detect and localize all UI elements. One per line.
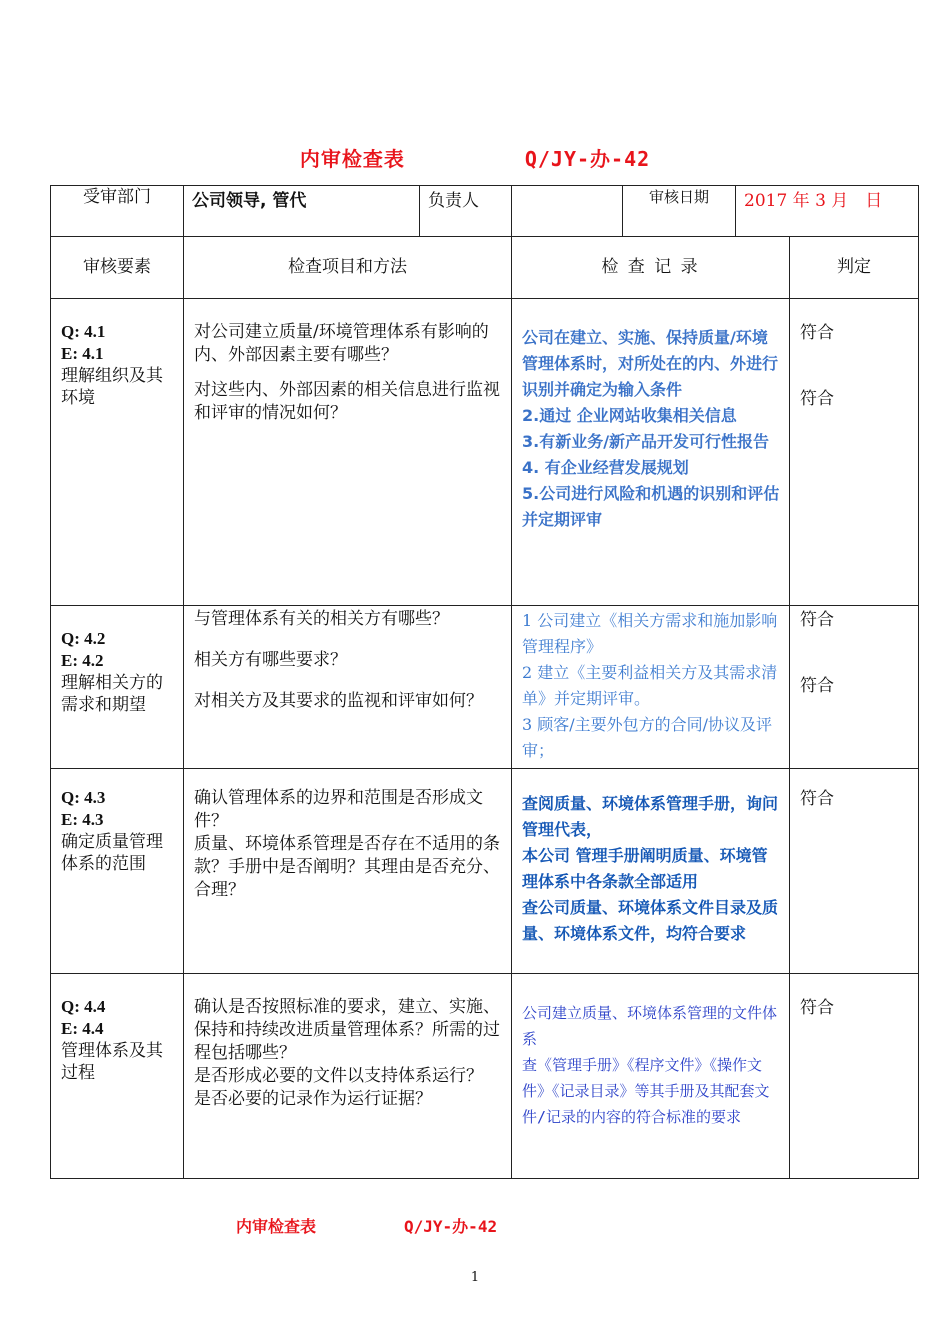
audit-element	[51, 299, 184, 606]
table-row	[51, 606, 919, 769]
method-text: 相关方有哪些要求？	[194, 650, 347, 670]
table-row	[51, 299, 919, 606]
verdict-text: 符合	[800, 789, 834, 809]
page-number: 1	[470, 1270, 480, 1285]
footer-code: Q/JY-办-42	[404, 1217, 498, 1236]
document-title	[0, 143, 950, 172]
record-text: 4. 有企业经营发展规划	[522, 458, 689, 477]
element-name: 确定质量管理体系的范围	[61, 832, 163, 874]
method-text: 确认是否按照标准的要求，建立、实施、保持和持续改进质量管理体系？所需的过程包括哪些？	[194, 997, 500, 1063]
verdict-text: 符合	[800, 676, 834, 696]
verdict-text: 符合	[800, 998, 834, 1018]
footer-name: 内审检查表	[236, 1217, 317, 1236]
title-name: 内审检查表	[299, 147, 405, 171]
verdict-text: 符合	[800, 610, 834, 630]
method-text: 对公司建立质量/环境管理体系有影响的内、外部因素主要有哪些？	[194, 322, 489, 365]
audit-element	[51, 606, 184, 769]
q-clause: Q: 4.4	[61, 997, 106, 1016]
info-row	[51, 186, 919, 237]
col-verdict: 判定	[790, 237, 919, 299]
col-element: 审核要素	[51, 237, 184, 299]
method-text: 是否必要的记录作为运行证据？	[194, 1089, 432, 1109]
column-header-row	[51, 237, 919, 299]
check-method	[184, 769, 512, 974]
method-text: 与管理体系有关的相关方有哪些？	[194, 609, 449, 629]
verdict-text: 符合	[800, 323, 834, 343]
date-value: 2017 年 3 月 日	[736, 186, 919, 237]
method-text: 质量、环境体系管理是否存在不适用的条款？手册中是否阐明？其理由是否充分、合理？	[194, 834, 500, 900]
record-text: 3 顾客/主要外包方的合同/协议及评审；	[522, 715, 773, 760]
check-record	[512, 299, 790, 606]
method-text: 对这些内、外部因素的相关信息进行监视和评审的情况如何？	[194, 380, 500, 423]
footer-title	[236, 1214, 497, 1237]
element-name: 管理体系及其过程	[61, 1041, 163, 1083]
col-method: 检查项目和方法	[184, 237, 512, 299]
record-text: 查阅质量、环境体系管理手册，询问管理代表，	[522, 794, 779, 839]
table-row	[51, 974, 919, 1179]
q-clause: Q: 4.1	[61, 322, 106, 341]
check-method	[184, 974, 512, 1179]
check-record	[512, 769, 790, 974]
q-clause: Q: 4.2	[61, 629, 106, 648]
title-code: Q/JY-办-42	[524, 147, 651, 171]
audit-checklist-table	[50, 185, 919, 1179]
audit-element	[51, 769, 184, 974]
record-text: 3.有新业务/新产品开发可行性报告	[522, 432, 770, 451]
element-name: 理解相关方的需求和期望	[61, 673, 163, 715]
check-record	[512, 606, 790, 769]
verdict	[790, 606, 919, 769]
record-text: 查《管理手册》《程序文件》《操作文件》《记录目录》等其手册及其配套文件/记录的内容的符合标准的要求	[522, 1056, 770, 1126]
method-text: 是否形成必要的文件以支持体系运行？	[194, 1066, 483, 1086]
e-clause: E: 4.1	[61, 344, 104, 363]
method-text: 确认管理体系的边界和范围是否形成文件？	[194, 788, 483, 831]
check-method	[184, 606, 512, 769]
q-clause: Q: 4.3	[61, 788, 106, 807]
check-method	[184, 299, 512, 606]
method-text: 对相关方及其要求的监视和评审如何？	[194, 691, 483, 711]
record-text: 2.通过 企业网站收集相关信息	[522, 406, 737, 425]
verdict-text: 符合	[800, 389, 834, 409]
record-text: 5.公司进行风险和机遇的识别和评估并定期评审	[522, 484, 780, 529]
e-clause: E: 4.3	[61, 810, 104, 829]
date-label: 审核日期	[623, 186, 736, 237]
check-record	[512, 974, 790, 1179]
record-text: 2 建立《主要利益相关方及其需求清单》并定期评审。	[522, 663, 778, 708]
audit-element	[51, 974, 184, 1179]
element-name: 理解组织及其环境	[61, 366, 163, 408]
record-text: 公司在建立、实施、保持质量/环境管理体系时，对所处在的内、外进行识别并确定为输入条件	[522, 328, 779, 399]
verdict	[790, 974, 919, 1179]
record-text: 1 公司建立《相关方需求和施加影响管理程序》	[522, 611, 778, 656]
dept-value: 公司领导, 管代	[184, 186, 420, 237]
owner-value	[512, 186, 623, 237]
record-text: 本公司 管理手册阐明质量、环境管理体系中各条款全部适用	[522, 846, 768, 891]
owner-label: 负责人	[420, 186, 512, 237]
e-clause: E: 4.2	[61, 651, 104, 670]
verdict	[790, 769, 919, 974]
col-record: 检 查 记 录	[512, 237, 790, 299]
table-row	[51, 769, 919, 974]
verdict	[790, 299, 919, 606]
record-text: 公司建立质量、环境体系管理的文件体系	[522, 1004, 778, 1048]
e-clause: E: 4.4	[61, 1019, 104, 1038]
record-text: 查公司质量、环境体系文件目录及质量、环境体系文件，均符合要求	[522, 898, 779, 943]
dept-label: 受审部门	[51, 186, 184, 237]
